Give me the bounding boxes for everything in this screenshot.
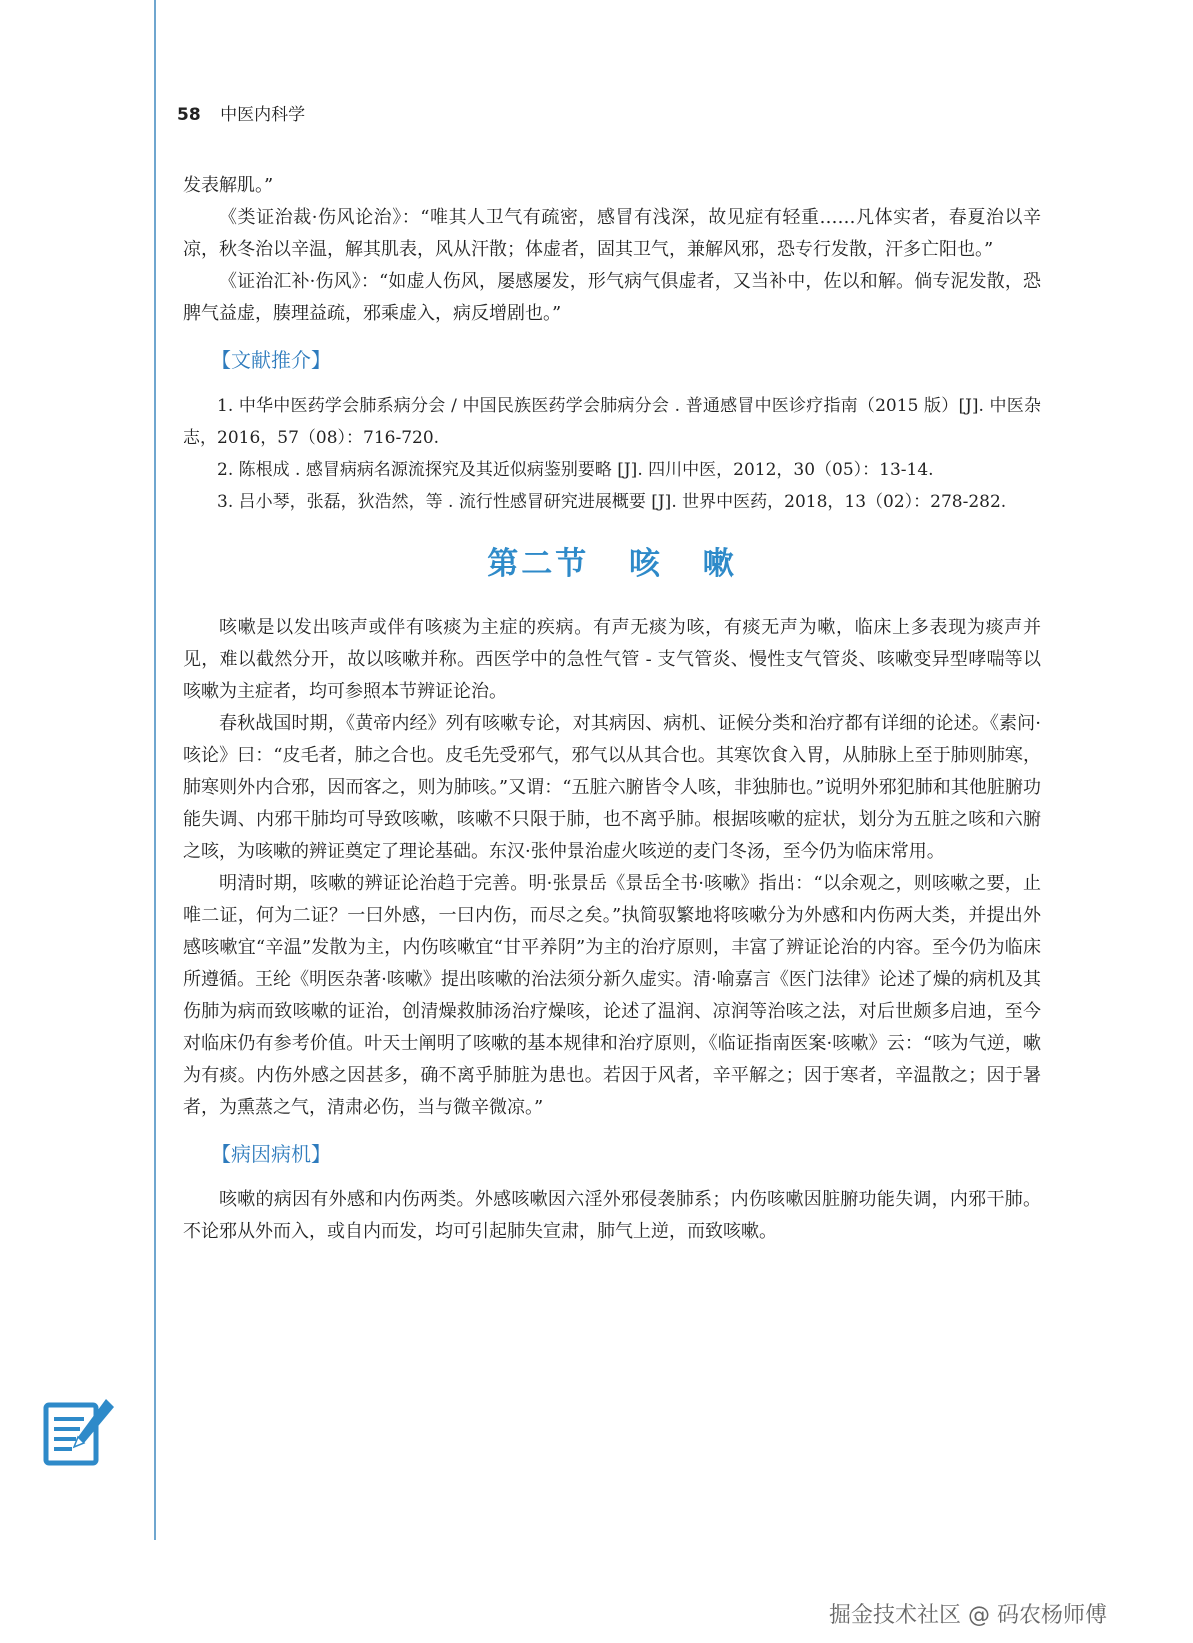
- page-content: [183, 170, 1041, 1248]
- chapter-title: 第二节 咳 嗽: [487, 546, 737, 582]
- watermark: 掘金技术社区 @ 码农杨师傅: [829, 1603, 1107, 1628]
- page-header: [177, 100, 305, 125]
- book-title: 中医内科学: [220, 105, 306, 125]
- etiology-section-heading: 【病因病机】: [211, 1142, 331, 1166]
- literature-section-heading: 【文献推介】: [211, 348, 331, 372]
- reference-item: 3. 吕小琴，张磊，狄浩然，等 . 流行性感冒研究进展概要 [J]. 世界中医药，2018，13（02）：278-282.: [217, 492, 1007, 512]
- reference-item: 1. 中华中医药学会肺系病分会 / 中国民族医药学会肺病分会 . 普通感冒中医诊疗指南（2015 版）[J]. 中医杂志，2016，57（08）：716-720.: [183, 396, 1041, 448]
- body-paragraph: 咳嗽是以发出咳声或伴有咳痰为主症的疾病。有声无痰为咳，有痰无声为嗽，临床上多表现为痰声并见，难以截然分开，故以咳嗽并称。西医学中的急性气管 - 支气管炎、慢性支气管炎、咳嗽变异型哮喘等以咳嗽为主症者，均可参照本节辨证论治。: [183, 617, 1041, 702]
- margin-line: [154, 0, 156, 1540]
- quote-continuation: 发表解肌。”: [183, 175, 274, 196]
- quote-paragraph: 《类证治裁·伤风论治》：“唯其人卫气有疏密，感冒有浅深，故见症有轻重……凡体实者，春夏治以辛凉，秋冬治以辛温，解其肌表，风从汗散；体虚者，固其卫气，兼解风邪，恐专行发散，汗多亡阳也。”: [183, 207, 1041, 260]
- quote-paragraph: 《证治汇补·伤风》：“如虚人伤风，屡感屡发，形气病气俱虚者，又当补中，佐以和解。倘专泥发散，恐脾气益虚，腠理益疏，邪乘虚入，病反增剧也。”: [183, 271, 1041, 324]
- body-paragraph: 明清时期，咳嗽的辨证论治趋于完善。明·张景岳《景岳全书·咳嗽》指出：“以余观之，则咳嗽之要，止唯二证，何为二证？一曰外感，一曰内伤，而尽之矣。”执简驭繁地将咳嗽分为外感和内伤两大类，并提出外感咳嗽宜“辛温”发散为主，内伤咳嗽宜“甘平养阴”为主的治疗原则，丰富了辨证论治的内容。至今仍为临床所遵循。王纶《明医杂著·咳嗽》提出咳嗽的治法须分新久虚实。清·喻嘉言《医门法律》论述了燥的病机及其伤肺为病而致咳嗽的证治，创清燥救肺汤治疗燥咳，论述了温润、凉润等治咳之法，对后世颇多启迪，至今对临床仍有参考价值。叶天士阐明了咳嗽的基本规律和治疗原则，《临证指南医案·咳嗽》云：“咳为气逆，嗽为有痰。内伤外感之因甚多，确不离乎肺脏为患也。若因于风者，辛平解之；因于寒者，辛温散之；因于暑者，为熏蒸之气，清肃必伤，当与微辛微凉。”: [183, 873, 1041, 1118]
- page-number: 58: [177, 105, 201, 125]
- reference-list: [183, 390, 1041, 518]
- reference-item: 2. 陈根成 . 感冒病病名源流探究及其近似病鉴别要略 [J]. 四川中医，2012，30（05）：13-14.: [217, 460, 934, 480]
- body-paragraph: 咳嗽的病因有外感和内伤两类。外感咳嗽因六淫外邪侵袭肺系；内伤咳嗽因脏腑功能失调，内邪干肺。不论邪从外而入，或自内而发，均可引起肺失宣肃，肺气上逆，而致咳嗽。: [183, 1189, 1041, 1242]
- notepad-pencil-icon: [40, 1393, 118, 1471]
- body-paragraph: 春秋战国时期，《黄帝内经》列有咳嗽专论，对其病因、病机、证候分类和治疗都有详细的论述。《素问·咳论》曰：“皮毛者，肺之合也。皮毛先受邪气，邪气以从其合也。其寒饮食入胃，从肺脉上至于肺则肺寒，肺寒则外内合邪，因而客之，则为肺咳。”又谓：“五脏六腑皆令人咳，非独肺也。”说明外邪犯肺和其他脏腑功能失调、内邪干肺均可导致咳嗽，咳嗽不只限于肺，也不离乎肺。根据咳嗽的症状，划分为五脏之咳和六腑之咳，为咳嗽的辨证奠定了理论基础。东汉·张仲景治虚火咳逆的麦门冬汤，至今仍为临床常用。: [183, 713, 1041, 862]
